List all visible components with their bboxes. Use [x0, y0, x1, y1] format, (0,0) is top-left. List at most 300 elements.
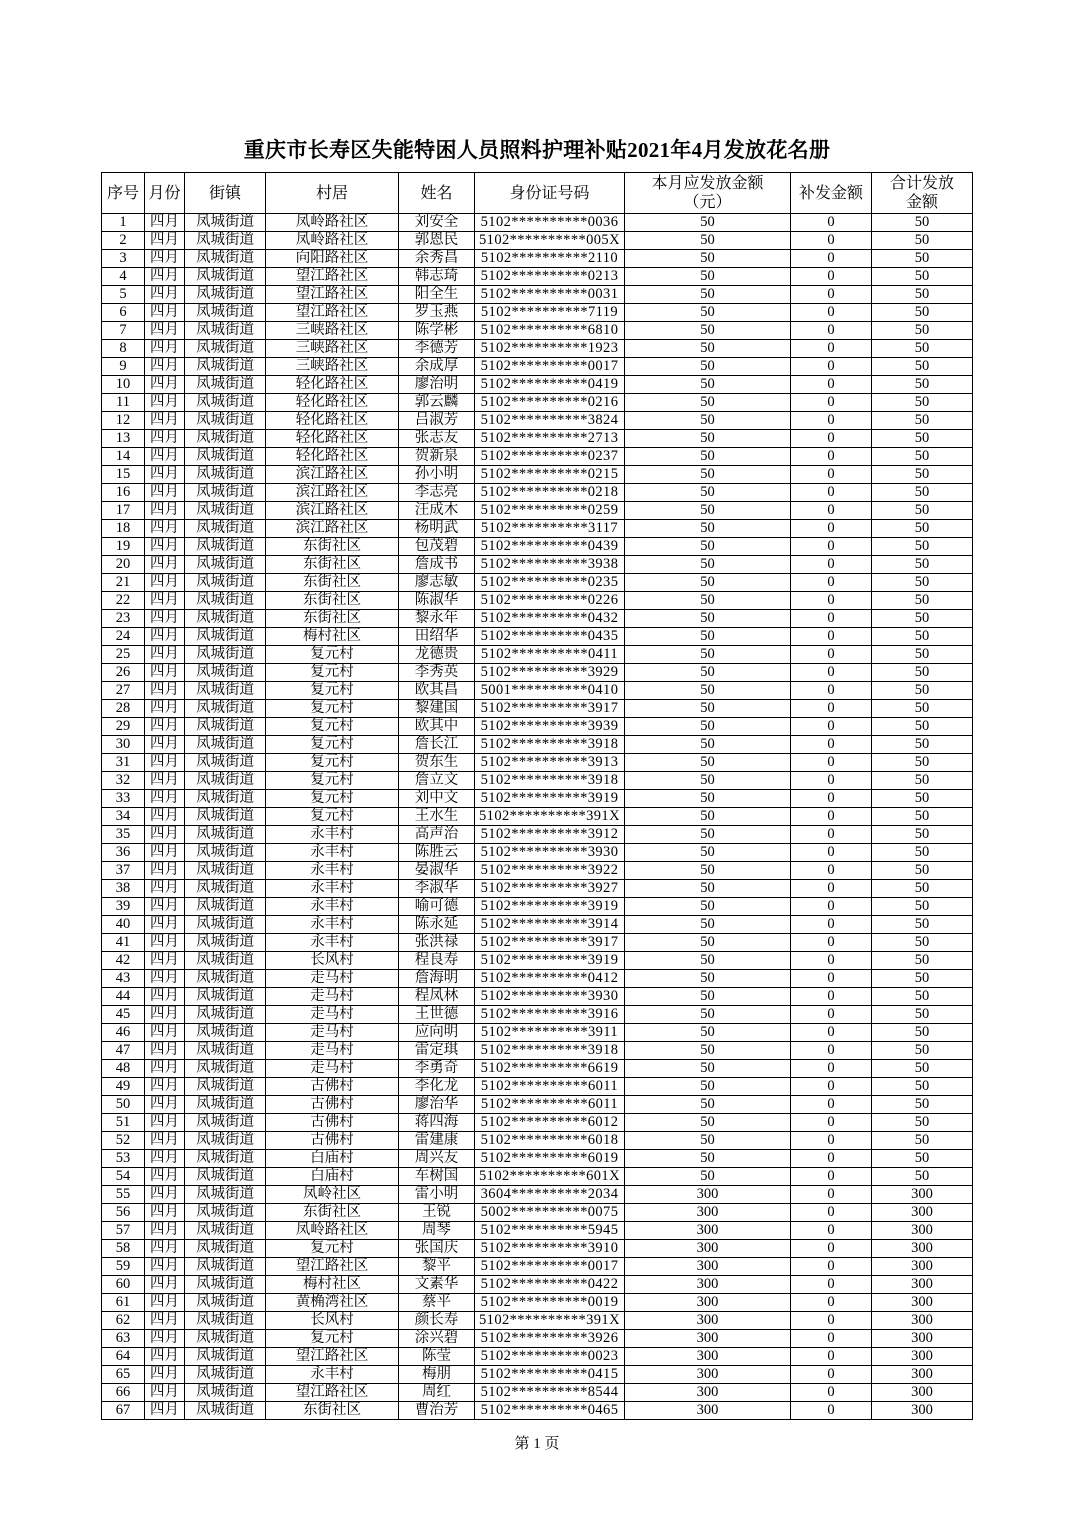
cell-total-amount: 50 [872, 736, 973, 754]
cell-street: 凤城街道 [185, 1402, 266, 1420]
cell-street: 凤城街道 [185, 1330, 266, 1348]
cell-back-pay: 0 [791, 772, 872, 790]
cell-seq: 61 [102, 1294, 145, 1312]
cell-name: 梅朋 [399, 1366, 475, 1384]
cell-back-pay: 0 [791, 970, 872, 988]
cell-street: 凤城街道 [185, 448, 266, 466]
cell-back-pay: 0 [791, 1042, 872, 1060]
cell-back-pay: 0 [791, 988, 872, 1006]
cell-street: 凤城街道 [185, 682, 266, 700]
cell-monthly-amount: 50 [625, 538, 791, 556]
cell-community: 三峡路社区 [266, 340, 399, 358]
cell-monthly-amount: 300 [625, 1186, 791, 1204]
table-row [102, 574, 973, 592]
cell-community: 三峡路社区 [266, 322, 399, 340]
cell-street: 凤城街道 [185, 1348, 266, 1366]
cell-total-amount: 50 [872, 214, 973, 232]
cell-seq: 37 [102, 862, 145, 880]
cell-street: 凤城街道 [185, 988, 266, 1006]
cell-back-pay: 0 [791, 448, 872, 466]
cell-seq: 10 [102, 376, 145, 394]
cell-total-amount: 50 [872, 1060, 973, 1078]
cell-month: 四月 [145, 682, 185, 700]
cell-community: 东街社区 [266, 592, 399, 610]
header-seq [102, 173, 145, 214]
cell-seq: 39 [102, 898, 145, 916]
cell-back-pay: 0 [791, 484, 872, 502]
cell-street: 凤城街道 [185, 934, 266, 952]
cell-name: 贺东生 [399, 754, 475, 772]
cell-seq: 59 [102, 1258, 145, 1276]
cell-monthly-amount: 50 [625, 952, 791, 970]
cell-total-amount: 50 [872, 826, 973, 844]
cell-name: 廖治华 [399, 1096, 475, 1114]
cell-seq: 43 [102, 970, 145, 988]
cell-id-number: 5102**********3912 [475, 826, 625, 844]
cell-seq: 2 [102, 232, 145, 250]
cell-month: 四月 [145, 1366, 185, 1384]
table-row [102, 664, 973, 682]
cell-total-amount: 50 [872, 718, 973, 736]
header-community-label: 村居 [315, 184, 348, 202]
cell-street: 凤城街道 [185, 718, 266, 736]
header-seq-label: 序号 [106, 184, 139, 202]
cell-seq: 19 [102, 538, 145, 556]
cell-month: 四月 [145, 1240, 185, 1258]
cell-name: 蔡平 [399, 1294, 475, 1312]
table-row [102, 682, 973, 700]
cell-total-amount: 50 [872, 1024, 973, 1042]
cell-monthly-amount: 300 [625, 1294, 791, 1312]
cell-month: 四月 [145, 1186, 185, 1204]
cell-community: 复元村 [266, 790, 399, 808]
table-row [102, 376, 973, 394]
cell-back-pay: 0 [791, 1060, 872, 1078]
cell-seq: 46 [102, 1024, 145, 1042]
table-row [102, 430, 973, 448]
cell-id-number: 5102**********6619 [475, 1060, 625, 1078]
cell-monthly-amount: 50 [625, 1132, 791, 1150]
cell-seq: 17 [102, 502, 145, 520]
cell-street: 凤城街道 [185, 376, 266, 394]
cell-back-pay: 0 [791, 718, 872, 736]
cell-back-pay: 0 [791, 916, 872, 934]
table-row [102, 718, 973, 736]
cell-monthly-amount: 50 [625, 718, 791, 736]
cell-total-amount: 50 [872, 934, 973, 952]
cell-monthly-amount: 300 [625, 1258, 791, 1276]
table-row [102, 1384, 973, 1402]
cell-seq: 5 [102, 286, 145, 304]
cell-community: 白庙村 [266, 1150, 399, 1168]
cell-total-amount: 300 [872, 1258, 973, 1276]
cell-back-pay: 0 [791, 664, 872, 682]
cell-seq: 41 [102, 934, 145, 952]
cell-monthly-amount: 50 [625, 322, 791, 340]
cell-back-pay: 0 [791, 1168, 872, 1186]
cell-community: 永丰村 [266, 844, 399, 862]
cell-seq: 28 [102, 700, 145, 718]
cell-back-pay: 0 [791, 700, 872, 718]
cell-id-number: 5102**********3919 [475, 952, 625, 970]
cell-monthly-amount: 50 [625, 772, 791, 790]
cell-id-number: 5102**********3930 [475, 844, 625, 862]
cell-back-pay: 0 [791, 520, 872, 538]
cell-total-amount: 50 [872, 538, 973, 556]
cell-community: 复元村 [266, 772, 399, 790]
cell-id-number: 5102**********0415 [475, 1366, 625, 1384]
cell-monthly-amount: 50 [625, 700, 791, 718]
cell-street: 凤城街道 [185, 1006, 266, 1024]
cell-monthly-amount: 50 [625, 664, 791, 682]
cell-name: 喻可德 [399, 898, 475, 916]
cell-id-number: 5102**********0432 [475, 610, 625, 628]
table-row [102, 1330, 973, 1348]
cell-name: 王水生 [399, 808, 475, 826]
cell-total-amount: 50 [872, 862, 973, 880]
cell-name: 吕淑芳 [399, 412, 475, 430]
cell-back-pay: 0 [791, 1402, 872, 1420]
cell-monthly-amount: 50 [625, 1096, 791, 1114]
cell-month: 四月 [145, 790, 185, 808]
cell-monthly-amount: 50 [625, 790, 791, 808]
cell-community: 长风村 [266, 1312, 399, 1330]
cell-community: 复元村 [266, 736, 399, 754]
cell-seq: 55 [102, 1186, 145, 1204]
cell-id-number: 5102**********391X [475, 808, 625, 826]
cell-back-pay: 0 [791, 556, 872, 574]
cell-monthly-amount: 50 [625, 304, 791, 322]
cell-seq: 57 [102, 1222, 145, 1240]
cell-month: 四月 [145, 646, 185, 664]
cell-back-pay: 0 [791, 250, 872, 268]
cell-total-amount: 300 [872, 1384, 973, 1402]
cell-month: 四月 [145, 1114, 185, 1132]
cell-community: 轻化路社区 [266, 394, 399, 412]
cell-id-number: 5102**********0215 [475, 466, 625, 484]
cell-name: 陈胜云 [399, 844, 475, 862]
cell-community: 走马村 [266, 1006, 399, 1024]
cell-id-number: 5001**********0410 [475, 682, 625, 700]
cell-seq: 38 [102, 880, 145, 898]
cell-monthly-amount: 50 [625, 682, 791, 700]
cell-id-number: 5102**********3917 [475, 700, 625, 718]
cell-seq: 27 [102, 682, 145, 700]
table-row [102, 1060, 973, 1078]
table-row [102, 700, 973, 718]
header-id-number [475, 173, 625, 214]
cell-street: 凤城街道 [185, 1186, 266, 1204]
cell-back-pay: 0 [791, 934, 872, 952]
cell-seq: 32 [102, 772, 145, 790]
cell-id-number: 5102**********0213 [475, 268, 625, 286]
cell-month: 四月 [145, 970, 185, 988]
header-total-amount-line2: 金额 [905, 194, 938, 211]
cell-seq: 1 [102, 214, 145, 232]
cell-total-amount: 300 [872, 1330, 973, 1348]
cell-seq: 66 [102, 1384, 145, 1402]
cell-street: 凤城街道 [185, 466, 266, 484]
cell-monthly-amount: 50 [625, 646, 791, 664]
cell-name: 孙小明 [399, 466, 475, 484]
cell-name: 詹海明 [399, 970, 475, 988]
cell-back-pay: 0 [791, 394, 872, 412]
cell-month: 四月 [145, 988, 185, 1006]
cell-total-amount: 50 [872, 1168, 973, 1186]
table-row [102, 646, 973, 664]
cell-name: 雷小明 [399, 1186, 475, 1204]
cell-street: 凤城街道 [185, 250, 266, 268]
cell-month: 四月 [145, 844, 185, 862]
cell-month: 四月 [145, 322, 185, 340]
cell-total-amount: 50 [872, 988, 973, 1006]
cell-month: 四月 [145, 1168, 185, 1186]
table-row [102, 322, 973, 340]
cell-id-number: 5102**********0237 [475, 448, 625, 466]
header-back-pay-label: 补发金额 [798, 184, 863, 202]
cell-id-number: 5102**********0226 [475, 592, 625, 610]
cell-community: 古佛村 [266, 1132, 399, 1150]
header-total-amount-line1: 合计发放 [889, 175, 954, 192]
cell-name: 李淑华 [399, 880, 475, 898]
cell-community: 轻化路社区 [266, 430, 399, 448]
cell-name: 程良寿 [399, 952, 475, 970]
cell-id-number: 5102**********7119 [475, 304, 625, 322]
cell-back-pay: 0 [791, 1186, 872, 1204]
cell-community: 复元村 [266, 808, 399, 826]
cell-community: 复元村 [266, 1330, 399, 1348]
cell-monthly-amount: 50 [625, 916, 791, 934]
cell-street: 凤城街道 [185, 1222, 266, 1240]
cell-seq: 65 [102, 1366, 145, 1384]
cell-monthly-amount: 50 [625, 898, 791, 916]
table-row [102, 988, 973, 1006]
cell-name: 张志友 [399, 430, 475, 448]
table-row [102, 250, 973, 268]
cell-seq: 24 [102, 628, 145, 646]
cell-monthly-amount: 50 [625, 610, 791, 628]
cell-community: 永丰村 [266, 1366, 399, 1384]
table-row [102, 232, 973, 250]
cell-street: 凤城街道 [185, 358, 266, 376]
cell-name: 余秀昌 [399, 250, 475, 268]
table-row [102, 808, 973, 826]
cell-street: 凤城街道 [185, 394, 266, 412]
cell-seq: 50 [102, 1096, 145, 1114]
cell-street: 凤城街道 [185, 1312, 266, 1330]
cell-street: 凤城街道 [185, 1168, 266, 1186]
table-row [102, 1150, 973, 1168]
cell-seq: 14 [102, 448, 145, 466]
cell-street: 凤城街道 [185, 484, 266, 502]
cell-monthly-amount: 50 [625, 214, 791, 232]
cell-monthly-amount: 50 [625, 232, 791, 250]
cell-seq: 40 [102, 916, 145, 934]
cell-community: 永丰村 [266, 880, 399, 898]
cell-monthly-amount: 50 [625, 1006, 791, 1024]
table-row [102, 484, 973, 502]
cell-back-pay: 0 [791, 1204, 872, 1222]
cell-monthly-amount: 50 [625, 808, 791, 826]
cell-back-pay: 0 [791, 628, 872, 646]
cell-id-number: 5102**********3917 [475, 934, 625, 952]
cell-id-number: 5102**********3927 [475, 880, 625, 898]
cell-monthly-amount: 300 [625, 1240, 791, 1258]
table-row [102, 790, 973, 808]
cell-total-amount: 300 [872, 1186, 973, 1204]
cell-monthly-amount: 300 [625, 1384, 791, 1402]
cell-month: 四月 [145, 268, 185, 286]
cell-seq: 12 [102, 412, 145, 430]
table-row [102, 1132, 973, 1150]
cell-id-number: 5102**********6018 [475, 1132, 625, 1150]
cell-name: 李勇奇 [399, 1060, 475, 1078]
cell-monthly-amount: 50 [625, 1168, 791, 1186]
cell-name: 龙德贵 [399, 646, 475, 664]
cell-total-amount: 50 [872, 1096, 973, 1114]
cell-street: 凤城街道 [185, 286, 266, 304]
cell-community: 滨江路社区 [266, 466, 399, 484]
cell-monthly-amount: 50 [625, 412, 791, 430]
cell-total-amount: 50 [872, 304, 973, 322]
cell-id-number: 5102**********1923 [475, 340, 625, 358]
header-id-number-label: 身份证号码 [509, 184, 590, 202]
cell-street: 凤城街道 [185, 232, 266, 250]
cell-street: 凤城街道 [185, 592, 266, 610]
cell-back-pay: 0 [791, 1024, 872, 1042]
cell-seq: 62 [102, 1312, 145, 1330]
table-row [102, 754, 973, 772]
cell-seq: 44 [102, 988, 145, 1006]
cell-back-pay: 0 [791, 1294, 872, 1312]
cell-street: 凤城街道 [185, 412, 266, 430]
cell-street: 凤城街道 [185, 1132, 266, 1150]
cell-back-pay: 0 [791, 646, 872, 664]
table-row [102, 1114, 973, 1132]
cell-total-amount: 50 [872, 1150, 973, 1168]
table-row [102, 268, 973, 286]
header-monthly-amount-line2: （元） [683, 194, 732, 211]
table-row [102, 1348, 973, 1366]
cell-street: 凤城街道 [185, 1060, 266, 1078]
cell-month: 四月 [145, 1312, 185, 1330]
table-row [102, 1168, 973, 1186]
cell-total-amount: 50 [872, 484, 973, 502]
cell-street: 凤城街道 [185, 700, 266, 718]
cell-month: 四月 [145, 286, 185, 304]
cell-name: 周兴友 [399, 1150, 475, 1168]
table-row [102, 628, 973, 646]
cell-monthly-amount: 300 [625, 1348, 791, 1366]
cell-id-number: 5102**********0023 [475, 1348, 625, 1366]
cell-monthly-amount: 50 [625, 844, 791, 862]
cell-id-number: 5102**********2713 [475, 430, 625, 448]
cell-back-pay: 0 [791, 304, 872, 322]
cell-month: 四月 [145, 628, 185, 646]
cell-back-pay: 0 [791, 610, 872, 628]
cell-total-amount: 50 [872, 610, 973, 628]
table-row [102, 826, 973, 844]
cell-monthly-amount: 50 [625, 1150, 791, 1168]
table-row [102, 1042, 973, 1060]
cell-community: 永丰村 [266, 934, 399, 952]
cell-id-number: 5102**********0235 [475, 574, 625, 592]
cell-seq: 48 [102, 1060, 145, 1078]
cell-seq: 21 [102, 574, 145, 592]
cell-community: 古佛村 [266, 1114, 399, 1132]
cell-community: 凤岭社区 [266, 1186, 399, 1204]
cell-back-pay: 0 [791, 1240, 872, 1258]
cell-back-pay: 0 [791, 862, 872, 880]
table-row [102, 1204, 973, 1222]
cell-community: 复元村 [266, 754, 399, 772]
cell-monthly-amount: 50 [625, 970, 791, 988]
cell-street: 凤城街道 [185, 304, 266, 322]
cell-total-amount: 50 [872, 646, 973, 664]
cell-name: 陈永延 [399, 916, 475, 934]
cell-community: 古佛村 [266, 1078, 399, 1096]
cell-street: 凤城街道 [185, 916, 266, 934]
cell-name: 蒋四海 [399, 1114, 475, 1132]
cell-back-pay: 0 [791, 538, 872, 556]
cell-id-number: 5102**********5945 [475, 1222, 625, 1240]
cell-street: 凤城街道 [185, 790, 266, 808]
table-row [102, 304, 973, 322]
header-name-label: 姓名 [420, 184, 453, 202]
cell-street: 凤城街道 [185, 502, 266, 520]
cell-month: 四月 [145, 376, 185, 394]
header-monthly-amount [625, 173, 791, 214]
cell-total-amount: 50 [872, 556, 973, 574]
table-row [102, 970, 973, 988]
cell-seq: 56 [102, 1204, 145, 1222]
cell-monthly-amount: 300 [625, 1204, 791, 1222]
cell-id-number: 3604**********2034 [475, 1186, 625, 1204]
cell-back-pay: 0 [791, 844, 872, 862]
cell-total-amount: 50 [872, 898, 973, 916]
cell-name: 欧其中 [399, 718, 475, 736]
table-row [102, 1258, 973, 1276]
cell-total-amount: 50 [872, 322, 973, 340]
cell-name: 文素华 [399, 1276, 475, 1294]
cell-total-amount: 300 [872, 1222, 973, 1240]
cell-seq: 11 [102, 394, 145, 412]
cell-month: 四月 [145, 412, 185, 430]
cell-month: 四月 [145, 736, 185, 754]
cell-month: 四月 [145, 1384, 185, 1402]
table-row [102, 340, 973, 358]
cell-id-number: 5102**********0422 [475, 1276, 625, 1294]
cell-month: 四月 [145, 538, 185, 556]
table-row [102, 1276, 973, 1294]
cell-seq: 42 [102, 952, 145, 970]
cell-monthly-amount: 50 [625, 934, 791, 952]
page-number: 第 1 页 [514, 1436, 560, 1452]
cell-back-pay: 0 [791, 880, 872, 898]
cell-seq: 16 [102, 484, 145, 502]
cell-community: 梅村社区 [266, 628, 399, 646]
cell-name: 周红 [399, 1384, 475, 1402]
cell-community: 复元村 [266, 682, 399, 700]
cell-monthly-amount: 50 [625, 574, 791, 592]
cell-name: 詹长江 [399, 736, 475, 754]
cell-community: 永丰村 [266, 826, 399, 844]
cell-street: 凤城街道 [185, 1114, 266, 1132]
cell-seq: 9 [102, 358, 145, 376]
cell-monthly-amount: 50 [625, 268, 791, 286]
table-row [102, 538, 973, 556]
cell-total-amount: 50 [872, 1042, 973, 1060]
